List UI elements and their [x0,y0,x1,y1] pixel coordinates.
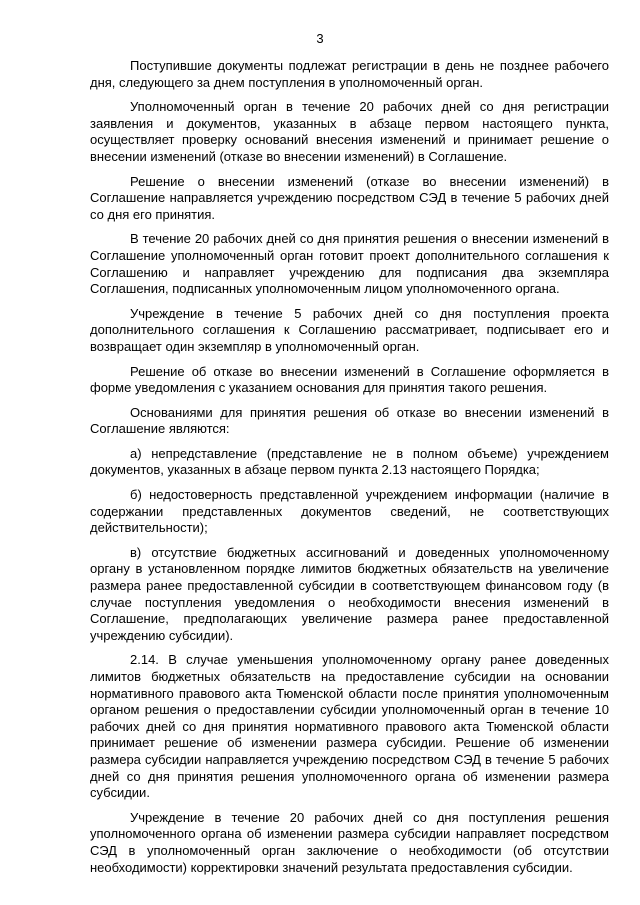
list-item-b: б) недостоверность представленной учреждением информации (наличие в содержании представленных документов сведений, не соответствующих действительности); [90,487,609,536]
paragraph: Основаниями для принятия решения об отказе во внесении изменений в Соглашение являются: [90,404,609,437]
paragraph: Уполномоченный орган в течение 20 рабочих дней со дня регистрации заявления и документов, указанных в абзаце первом настоящего пункта, осуществляет проверку оснований внесения изменений и принимает решение о внесении изменений (отказе во внесении изменений) в Соглашение. [90,99,609,164]
list-item-c: в) отсутствие бюджетных ассигнований и доведенных уполномоченному органу в установленном порядке лимитов бюджетных обязательств на увеличение размера ранее предоставленной субсидии в соответствующем финансовом году (в случае поступления уведомления о необходимости внесения изменений в Соглашение, предполагающих увеличение размера ранее предоставленной учреждению субсидии). [90,544,609,643]
paragraph: В течение 20 рабочих дней со дня принятия решения о внесении изменений в Соглашение уполномоченный орган готовит проект дополнительного соглашения к Соглашению и направляет учреждению для подписания два экземпляра Соглашения, подписанных уполномоченным лицом уполномоченного органа. [90,231,609,297]
clause-2-14: 2.14. В случае уменьшения уполномоченному органу ранее доведенных лимитов бюджетных обязательств на предоставление субсидии на основании нормативного правового акта Тюменской области после принятия уполномоченным органом решения о предоставлении субсидии уполномоченный орган в течение 10 рабочих дней со дня принятия нормативного правового акта Тюменской области принимает решение об изменении размера субсидии. Решение об изменении размера субсидии направляется учреждению посредством СЭД в течение 5 рабочих дней со дня принятия решения уполномоченного органа об изменении размера субсидии. [90,652,609,801]
paragraph: Решение об отказе во внесении изменений в Соглашение оформляется в форме уведомления с указанием основания для принятия такого решения. [90,363,609,396]
document-body [90,58,609,884]
paragraph: Учреждение в течение 5 рабочих дней со дня поступления проекта дополнительного соглашения к Соглашению рассматривает, подписывает его и возвращает один экземпляр в уполномоченный орган. [90,305,609,354]
paragraph: Решение о внесении изменений (отказе во внесении изменений) в Соглашение направляется учреждению посредством СЭД в течение 5 рабочих дней со дня его принятия. [90,173,609,222]
paragraph: Поступившие документы подлежат регистрации в день не позднее рабочего дня, следующего за днем поступления в уполномоченный орган. [90,58,609,90]
paragraph: Учреждение в течение 20 рабочих дней со дня поступления решения уполномоченного органа об изменении размера субсидии направляет посредством СЭД в уполномоченный орган заключение о необходимости (об отсутствии необходимости) корректировки значений результата предоставления субсидии. [90,809,609,875]
list-item-a: а) непредставление (представление не в полном объеме) учреждением документов, указанных в абзаце первом пункта 2.13 настоящего Порядка; [90,445,609,478]
page-number: 3 [316,31,324,46]
